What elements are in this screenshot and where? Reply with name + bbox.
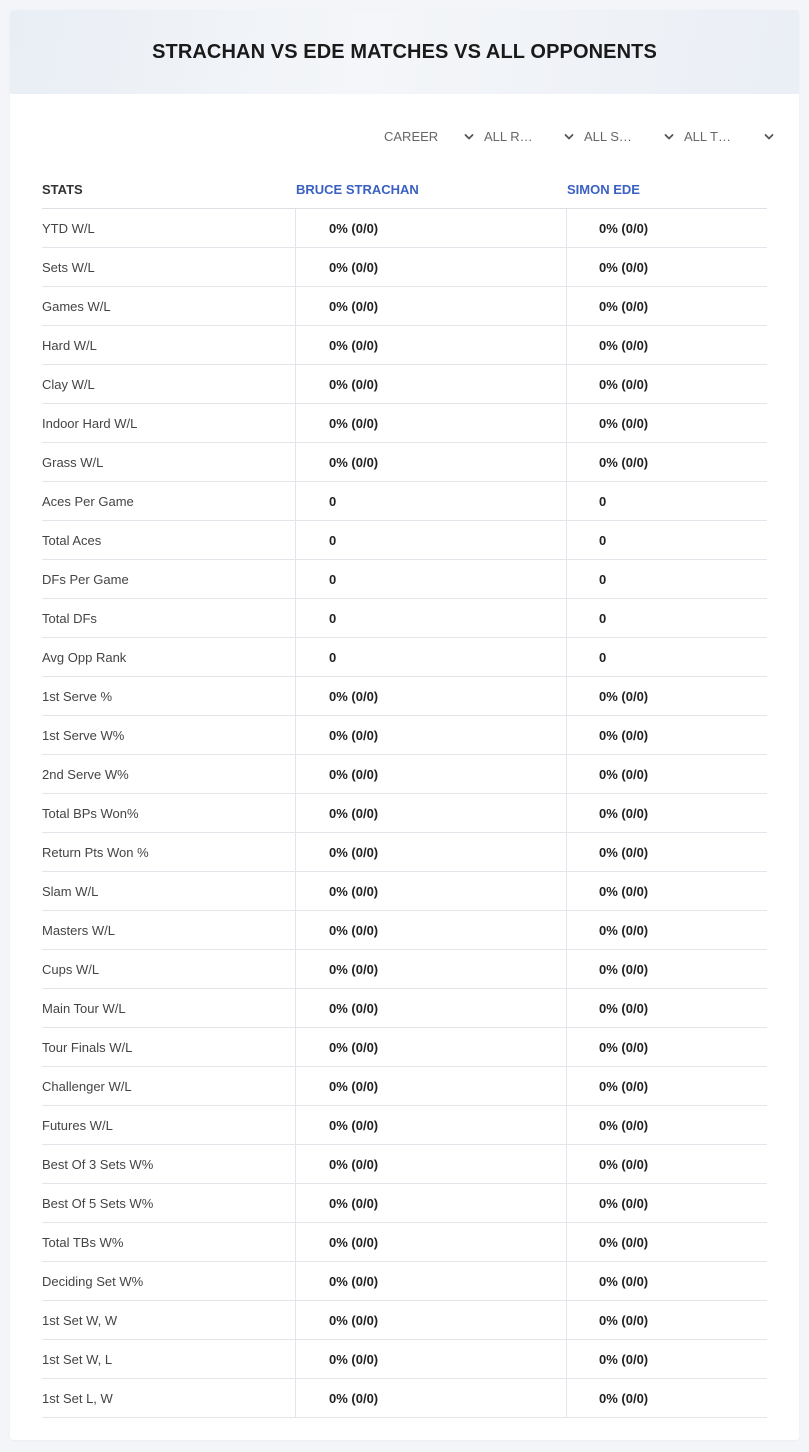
table-row — [42, 911, 767, 950]
player2-value: 0 — [599, 610, 607, 626]
stat-label: Grass W/L — [42, 443, 296, 481]
player1-value: 0% (0/0) — [296, 404, 567, 442]
player1-value: 0% (0/0) — [296, 1028, 567, 1066]
table-row — [42, 1145, 767, 1184]
player1-value: 0% (0/0) — [296, 872, 567, 910]
filter-career-select[interactable] — [380, 126, 480, 148]
filter-label: ALL S… — [584, 129, 632, 144]
player2-value: 0% (0/0) — [599, 376, 649, 392]
stat-label: Games W/L — [42, 287, 296, 325]
stat-label: Total TBs W% — [42, 1223, 296, 1261]
stat-label: 1st Serve W% — [42, 716, 296, 754]
table-row — [42, 1379, 767, 1418]
table-row — [42, 755, 767, 794]
stat-label: Total BPs Won% — [42, 794, 296, 832]
filter-tournament-select[interactable] — [680, 126, 780, 148]
table-row — [42, 1223, 767, 1262]
player1-value: 0% (0/0) — [296, 1106, 567, 1144]
stat-label: Deciding Set W% — [42, 1262, 296, 1300]
player1-value: 0% (0/0) — [296, 677, 567, 715]
stat-label: 1st Serve % — [42, 677, 296, 715]
chevron-down-icon — [764, 132, 774, 142]
player1-value: 0% (0/0) — [296, 833, 567, 871]
chevron-down-icon — [564, 132, 574, 142]
stat-label: Hard W/L — [42, 326, 296, 364]
table-row — [42, 794, 767, 833]
player2-value: 0% (0/0) — [599, 298, 649, 314]
table-row — [42, 443, 767, 482]
stat-label: 1st Set W, W — [42, 1301, 296, 1339]
stat-label: Best Of 5 Sets W% — [42, 1184, 296, 1222]
player1-value: 0% (0/0) — [296, 794, 567, 832]
stat-label: Cups W/L — [42, 950, 296, 988]
stat-label: DFs Per Game — [42, 560, 296, 598]
stat-label: Total DFs — [42, 599, 296, 637]
player1-value: 0% (0/0) — [296, 1067, 567, 1105]
player1-value: 0% (0/0) — [296, 1301, 567, 1339]
filter-label: ALL T… — [684, 129, 731, 144]
table-row — [42, 1067, 767, 1106]
player1-value: 0% (0/0) — [296, 911, 567, 949]
player2-value: 0% (0/0) — [599, 1000, 649, 1016]
player2-value: 0% (0/0) — [599, 415, 649, 431]
table-body — [42, 209, 767, 1418]
player2-value: 0% (0/0) — [599, 688, 649, 704]
player2-value: 0% (0/0) — [599, 1273, 649, 1289]
table-header — [42, 170, 767, 209]
stat-label: Sets W/L — [42, 248, 296, 286]
player2-value: 0% (0/0) — [599, 766, 649, 782]
player2-value: 0% (0/0) — [599, 1156, 649, 1172]
player2-value: 0% (0/0) — [599, 1390, 649, 1406]
stat-label: Indoor Hard W/L — [42, 404, 296, 442]
table-row — [42, 677, 767, 716]
player1-value: 0 — [296, 482, 567, 520]
player2-value: 0% (0/0) — [599, 727, 649, 743]
stat-label: 2nd Serve W% — [42, 755, 296, 793]
stat-label: Tour Finals W/L — [42, 1028, 296, 1066]
table-row — [42, 365, 767, 404]
table-row — [42, 1028, 767, 1067]
stat-label: Best Of 3 Sets W% — [42, 1145, 296, 1183]
player1-value: 0% (0/0) — [296, 1262, 567, 1300]
player1-value: 0% (0/0) — [296, 989, 567, 1027]
player2-value: 0 — [599, 493, 607, 509]
player1-value: 0% (0/0) — [296, 209, 567, 247]
player1-value: 0% (0/0) — [296, 755, 567, 793]
player1-value: 0 — [296, 638, 567, 676]
filter-surface-select[interactable] — [580, 126, 680, 148]
player1-value: 0% (0/0) — [296, 287, 567, 325]
player1-value: 0 — [296, 521, 567, 559]
filter-label: CAREER — [384, 129, 439, 144]
table-row — [42, 599, 767, 638]
player2-value: 0% (0/0) — [599, 1039, 649, 1055]
page-title: STRACHAN VS EDE MATCHES VS ALL OPPONENTS — [152, 40, 657, 63]
table-row — [42, 872, 767, 911]
table-row — [42, 326, 767, 365]
player2-value: 0% (0/0) — [599, 1117, 649, 1133]
player2-value: 0% (0/0) — [599, 844, 649, 860]
player1-value: 0% (0/0) — [296, 443, 567, 481]
player2-value: 0% (0/0) — [599, 1312, 649, 1328]
header-player2-link[interactable]: SIMON EDE — [567, 181, 640, 197]
table-row — [42, 209, 767, 248]
player1-value: 0% (0/0) — [296, 1184, 567, 1222]
stat-label: Challenger W/L — [42, 1067, 296, 1105]
table-row — [42, 833, 767, 872]
player1-value: 0% (0/0) — [296, 716, 567, 754]
player2-value: 0% (0/0) — [599, 259, 649, 275]
stats-table — [42, 170, 767, 1418]
player2-value: 0% (0/0) — [599, 1351, 649, 1367]
stats-card — [10, 10, 799, 1440]
player1-value: 0% (0/0) — [296, 1379, 567, 1417]
filter-bar — [380, 126, 780, 148]
stat-label: Return Pts Won % — [42, 833, 296, 871]
table-row — [42, 1301, 767, 1340]
table-row — [42, 1106, 767, 1145]
stat-label: Aces Per Game — [42, 482, 296, 520]
stat-label: Futures W/L — [42, 1106, 296, 1144]
stat-label: Main Tour W/L — [42, 989, 296, 1027]
filter-round-select[interactable] — [480, 126, 580, 148]
player2-value: 0 — [599, 571, 607, 587]
player1-value: 0% (0/0) — [296, 365, 567, 403]
player2-value: 0 — [599, 532, 607, 548]
header-stats: STATS — [42, 181, 83, 197]
header-player1-link[interactable]: BRUCE STRACHAN — [296, 181, 419, 197]
player2-value: 0% (0/0) — [599, 1195, 649, 1211]
chevron-down-icon — [464, 132, 474, 142]
player2-value: 0% (0/0) — [599, 454, 649, 470]
table-row — [42, 404, 767, 443]
stat-label: Avg Opp Rank — [42, 638, 296, 676]
table-row — [42, 482, 767, 521]
chevron-down-icon — [664, 132, 674, 142]
stat-label: Clay W/L — [42, 365, 296, 403]
player2-value: 0% (0/0) — [599, 805, 649, 821]
table-row — [42, 716, 767, 755]
stat-label: 1st Set L, W — [42, 1379, 296, 1417]
stat-label: Total Aces — [42, 521, 296, 559]
player2-value: 0% (0/0) — [599, 922, 649, 938]
player1-value: 0% (0/0) — [296, 326, 567, 364]
player1-value: 0 — [296, 560, 567, 598]
player1-value: 0% (0/0) — [296, 950, 567, 988]
table-row — [42, 989, 767, 1028]
player2-value: 0 — [599, 649, 607, 665]
table-row — [42, 287, 767, 326]
player2-value: 0% (0/0) — [599, 883, 649, 899]
player1-value: 0 — [296, 599, 567, 637]
table-row — [42, 1262, 767, 1301]
stat-label: 1st Set W, L — [42, 1340, 296, 1378]
player1-value: 0% (0/0) — [296, 1223, 567, 1261]
player1-value: 0% (0/0) — [296, 1145, 567, 1183]
player1-value: 0% (0/0) — [296, 248, 567, 286]
player2-value: 0% (0/0) — [599, 1234, 649, 1250]
stat-label: Slam W/L — [42, 872, 296, 910]
table-row — [42, 1340, 767, 1379]
card-header — [10, 10, 799, 94]
stat-label: Masters W/L — [42, 911, 296, 949]
player2-value: 0% (0/0) — [599, 1078, 649, 1094]
table-row — [42, 1184, 767, 1223]
player2-value: 0% (0/0) — [599, 337, 649, 353]
player1-value: 0% (0/0) — [296, 1340, 567, 1378]
stat-label: YTD W/L — [42, 209, 296, 247]
table-row — [42, 560, 767, 599]
player2-value: 0% (0/0) — [599, 220, 649, 236]
table-row — [42, 950, 767, 989]
player2-value: 0% (0/0) — [599, 961, 649, 977]
table-row — [42, 521, 767, 560]
filter-label: ALL R… — [484, 129, 533, 144]
table-row — [42, 248, 767, 287]
table-row — [42, 638, 767, 677]
